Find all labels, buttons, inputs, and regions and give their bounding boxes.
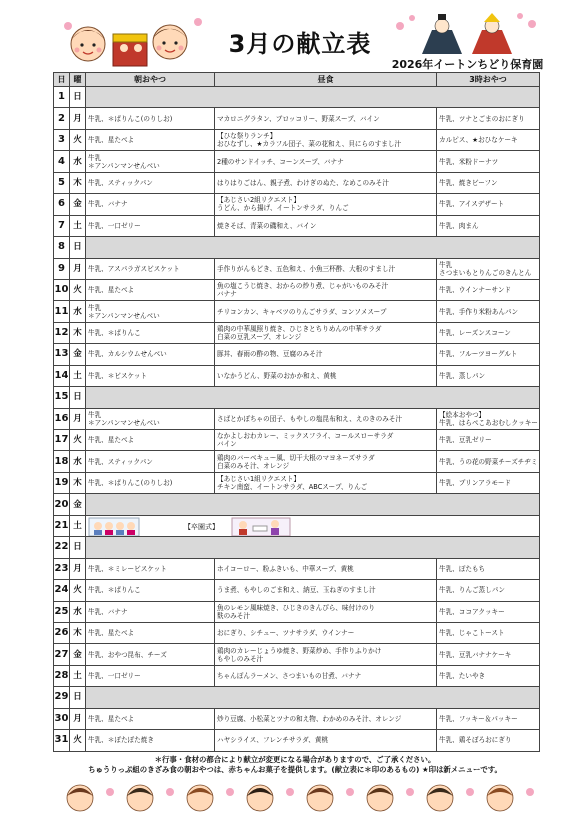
- morning-snack-cell-line: 牛乳、カルシウムせんべい: [88, 350, 167, 359]
- afternoon-snack-cell: [437, 472, 540, 493]
- weekday-label: 木: [70, 172, 86, 193]
- day-number: 11: [54, 301, 70, 322]
- weekday-label: 月: [70, 258, 86, 279]
- weekday-label: 日: [70, 537, 86, 558]
- morning-snack-cell-line: 牛乳、＊ミレービスケット: [88, 564, 167, 573]
- afternoon-snack-cell: [437, 451, 540, 472]
- morning-snack-cell: [86, 558, 215, 579]
- afternoon-snack-cell: [437, 279, 540, 300]
- afternoon-snack-cell-line: 牛乳、ツナとごまのおにぎり: [439, 114, 525, 123]
- morning-snack-cell-line: 牛乳、おやつ昆布、チーズ: [88, 650, 167, 659]
- table-header-row: [54, 73, 540, 87]
- morning-snack-cell: [86, 172, 215, 193]
- lunch-cell: [215, 708, 437, 729]
- day-number: 8: [54, 237, 70, 258]
- lunch-cell-line: 白菜のみそ汁、オレンジ: [217, 461, 290, 470]
- morning-snack-cell-line: 牛乳、＊ぼたぼた焼き: [88, 736, 154, 745]
- afternoon-snack-cell-line: 牛乳、蒸しパン: [439, 371, 486, 380]
- table-row: [54, 472, 540, 493]
- day-number: 29: [54, 687, 70, 708]
- lunch-cell-line: いなかうどん、野菜のおかか和え、黄桃: [217, 371, 337, 380]
- lunch-cell-line: なかよしおわカレー、ミックスフライ、コールスローサラダ: [217, 432, 394, 441]
- weekday-label: 火: [70, 580, 86, 601]
- afternoon-snack-cell: [437, 430, 540, 451]
- lunch-cell-line: 鶏肉の中華風照り焼き、ひじきとちりめんの中華サラダ: [217, 325, 382, 334]
- holiday-cell: [86, 237, 540, 258]
- morning-snack-cell: [86, 730, 215, 751]
- afternoon-snack-cell-line: 牛乳、フッキー＆パッキー: [439, 714, 518, 723]
- day-number: 16: [54, 408, 70, 429]
- afternoon-snack-cell-line: 牛乳、アイスデザート: [439, 200, 505, 209]
- lunch-cell-line: おにぎり、シチュー、ツナサラダ、ウインナー: [217, 629, 355, 638]
- lunch-cell: [215, 408, 437, 429]
- weekday-label: 水: [70, 451, 86, 472]
- lunch-cell-line: 【あじさい1組リクエスト】: [217, 475, 301, 484]
- table-row: [54, 665, 540, 686]
- lunch-cell: [215, 301, 437, 322]
- children-faces-illustration: [60, 778, 540, 814]
- afternoon-snack-cell: [437, 172, 540, 193]
- afternoon-snack-cell: [437, 622, 540, 643]
- morning-snack-cell-line: 牛乳、スティックパン: [88, 457, 153, 466]
- afternoon-snack-cell: [437, 151, 540, 172]
- morning-snack-cell: [86, 215, 215, 236]
- table-row: [54, 408, 540, 429]
- weekday-label: 日: [70, 687, 86, 708]
- lunch-cell: [215, 665, 437, 686]
- page-title: 3月の献立表: [228, 30, 372, 58]
- day-number: 19: [54, 472, 70, 493]
- lunch-cell-line: バイン: [217, 440, 237, 449]
- morning-snack-cell-line: 牛乳、＊ぱりんこ(のりしお): [88, 114, 173, 123]
- morning-snack-cell-line: 牛乳、＊ぱりんこ: [88, 586, 141, 595]
- holiday-cell: [86, 687, 540, 708]
- weekday-label: 木: [70, 322, 86, 343]
- morning-snack-cell: [86, 430, 215, 451]
- lunch-cell: [215, 108, 437, 129]
- afternoon-snack-cell: [437, 108, 540, 129]
- afternoon-snack-cell: [437, 322, 540, 343]
- morning-snack-cell-line: 牛乳、バナナ: [88, 607, 128, 616]
- morning-snack-cell: [86, 408, 215, 429]
- holiday-cell: [86, 387, 540, 408]
- afternoon-snack-cell-line: 牛乳、プリンアラモード: [439, 479, 512, 488]
- menu-body: [54, 87, 540, 752]
- day-number: 20: [54, 494, 70, 515]
- day-number: 22: [54, 537, 70, 558]
- flower-icon: [226, 788, 234, 796]
- weekday-label: 金: [70, 344, 86, 365]
- header-morning-snack: 朝おやつ: [86, 73, 215, 87]
- afternoon-snack-cell: [437, 580, 540, 601]
- hinamatsuri-children-illustration: [58, 14, 208, 70]
- weekday-label: 火: [70, 730, 86, 751]
- day-number: 2: [54, 108, 70, 129]
- day-number: 23: [54, 558, 70, 579]
- morning-snack-cell: [86, 151, 215, 172]
- table-row: [54, 580, 540, 601]
- table-row: [54, 601, 540, 622]
- lunch-cell-line: 豚丼、春雨の酢の物、豆腐のみそ汁: [217, 350, 323, 359]
- morning-snack-cell: [86, 279, 215, 300]
- header-weekday: 曜: [70, 73, 86, 87]
- morning-snack-cell-line: 牛乳、バナナ: [88, 200, 128, 209]
- holiday-cell: [86, 537, 540, 558]
- weekday-label: 日: [70, 237, 86, 258]
- lunch-cell-line: うま煮、もやしのごま和え、納豆、玉ねぎのすまし汁: [217, 586, 376, 595]
- day-number: 13: [54, 344, 70, 365]
- weekday-label: 日: [70, 87, 86, 108]
- morning-snack-cell: [86, 601, 215, 622]
- morning-snack-cell-line: 牛乳: [88, 410, 102, 419]
- lunch-cell-line: はりはりごはん、親子煮、わけぎのぬた、なめこのみそ汁: [217, 178, 389, 187]
- morning-snack-cell-line: 牛乳、星たべよ: [88, 629, 135, 638]
- lunch-cell-line: おひなずし、★カラフル団子、菜の花和え、貝にらのすまし汁: [217, 140, 402, 149]
- flower-icon: [466, 788, 474, 796]
- afternoon-snack-cell-line: 牛乳、豆乳ゼリー: [439, 436, 492, 445]
- weekday-label: 金: [70, 194, 86, 215]
- morning-snack-cell: [86, 322, 215, 343]
- lunch-cell: [215, 129, 437, 150]
- holiday-cell: [86, 87, 540, 108]
- lunch-cell-line: 炒り豆腐、小松菜とツナの和え物、わかめのみそ汁、オレンジ: [217, 714, 402, 723]
- table-row: [54, 687, 540, 708]
- day-number: 21: [54, 515, 70, 536]
- morning-snack-cell-line: 牛乳: [88, 303, 102, 312]
- lunch-cell: [215, 558, 437, 579]
- lunch-cell-line: バナナ: [217, 290, 237, 299]
- lunch-cell: [215, 730, 437, 751]
- table-row: [54, 237, 540, 258]
- weekday-label: 月: [70, 408, 86, 429]
- morning-snack-cell-line: ＊アンパンマンせんべい: [88, 311, 160, 320]
- weekday-label: 土: [70, 215, 86, 236]
- afternoon-snack-cell: [437, 408, 540, 429]
- flower-icon: [526, 788, 534, 796]
- weekday-label: 土: [70, 365, 86, 386]
- morning-snack-cell: [86, 472, 215, 493]
- weekday-label: 月: [70, 558, 86, 579]
- morning-snack-cell: [86, 108, 215, 129]
- morning-snack-cell: [86, 129, 215, 150]
- lunch-cell: [215, 430, 437, 451]
- day-number: 7: [54, 215, 70, 236]
- afternoon-snack-cell-line: 牛乳、はらぺこあおむしクッキー: [439, 418, 538, 427]
- weekday-label: 木: [70, 622, 86, 643]
- lunch-cell-line: うどん、から揚げ、イートンサラダ、りんご: [217, 204, 349, 213]
- lunch-cell-line: 2種のサンドイッチ、コーンスープ、バナナ: [217, 157, 344, 166]
- afternoon-snack-cell: [437, 601, 540, 622]
- afternoon-snack-cell-line: 牛乳、レーズンスコーン: [439, 329, 511, 338]
- lunch-cell-line: 鶏肉のカレーじょうゆ焼き、野菜炒め、手作りふりかけ: [217, 646, 382, 655]
- weekday-label: 木: [70, 472, 86, 493]
- header-lunch: 昼食: [215, 73, 437, 87]
- morning-snack-cell: [86, 451, 215, 472]
- weekday-label: 日: [70, 387, 86, 408]
- morning-snack-cell-line: 牛乳、星たべよ: [88, 136, 135, 145]
- afternoon-snack-cell: [437, 258, 540, 279]
- afternoon-snack-cell-line: 牛乳: [439, 260, 453, 269]
- morning-snack-cell: [86, 344, 215, 365]
- lunch-cell: [215, 580, 437, 601]
- afternoon-snack-cell-line: 牛乳、ウインナーサンド: [439, 286, 512, 295]
- weekday-label: 金: [70, 644, 86, 665]
- morning-snack-cell-line: 牛乳、星たべよ: [88, 286, 135, 295]
- afternoon-snack-cell: [437, 365, 540, 386]
- lunch-cell: [215, 365, 437, 386]
- table-row: [54, 108, 540, 129]
- morning-snack-cell-line: 牛乳、スティックパン: [88, 178, 153, 187]
- footer-note-1: ＊行事・食材の都合により献立が変更になる場合がありますので、ご了承ください。: [154, 755, 436, 764]
- morning-snack-cell: [86, 644, 215, 665]
- weekday-label: 金: [70, 494, 86, 515]
- lunch-cell-line: 【あじさい2組リクエスト】: [217, 196, 301, 205]
- afternoon-snack-cell-line: 牛乳、うの花の野菜チーズチヂミ: [439, 457, 538, 466]
- weekday-label: 月: [70, 108, 86, 129]
- table-row: [54, 622, 540, 643]
- morning-snack-cell-line: 牛乳、一口ゼリー: [88, 221, 141, 230]
- footer-note-2: ちゅうりっぷ組のきざみ食の朝おやつは、赤ちゃんお菓子を提供します。(献立表に＊印のあるもの) ★印は新メニューです。: [88, 765, 502, 774]
- graduation-children-illustration: [88, 517, 140, 537]
- event-label: 【卒園式】: [184, 522, 219, 531]
- day-number: 4: [54, 151, 70, 172]
- afternoon-snack-cell: [437, 301, 540, 322]
- morning-snack-cell-line: ＊アンパンマンせんべい: [88, 418, 160, 427]
- day-number: 24: [54, 580, 70, 601]
- day-number: 1: [54, 87, 70, 108]
- afternoon-snack-cell-line: カルピス、★おひなケーキ: [439, 136, 518, 145]
- table-row: [54, 730, 540, 751]
- weekday-label: 土: [70, 665, 86, 686]
- afternoon-snack-cell-line: 牛乳、じゃこトースト: [439, 629, 505, 638]
- day-number: 18: [54, 451, 70, 472]
- lunch-cell-line: 手作りがんもどき、五色和え、小魚三杯酢、大根のすまし汁: [217, 264, 396, 273]
- graduation-event-cell: [86, 515, 540, 536]
- afternoon-snack-cell-line: 牛乳、ココアクッキー: [439, 607, 505, 616]
- afternoon-snack-cell-line: さつまいもとりんごのきんとん: [439, 268, 532, 277]
- lunch-cell-line: ハヤシライス、フレンチサラダ、黄桃: [217, 736, 329, 745]
- lunch-cell: [215, 172, 437, 193]
- table-row: [54, 494, 540, 515]
- day-number: 25: [54, 601, 70, 622]
- afternoon-snack-cell-line: 牛乳、ぽたもち: [439, 564, 486, 573]
- lunch-cell: [215, 472, 437, 493]
- morning-snack-cell-line: 牛乳: [88, 153, 102, 162]
- table-row: [54, 430, 540, 451]
- morning-snack-cell: [86, 301, 215, 322]
- afternoon-snack-cell: [437, 194, 540, 215]
- table-row: [54, 279, 540, 300]
- weekday-label: 水: [70, 151, 86, 172]
- morning-snack-cell-line: ＊アンパンマンせんべい: [88, 161, 160, 170]
- lunch-cell-line: 【ひな祭りランチ】: [217, 132, 277, 141]
- day-number: 3: [54, 129, 70, 150]
- morning-snack-cell: [86, 708, 215, 729]
- weekday-label: 火: [70, 129, 86, 150]
- flower-icon: [106, 788, 114, 796]
- day-number: 12: [54, 322, 70, 343]
- table-row: [54, 322, 540, 343]
- day-number: 15: [54, 387, 70, 408]
- table-row: [54, 129, 540, 150]
- lunch-cell-line: もやしのみそ汁: [217, 654, 264, 663]
- lunch-cell-line: 魚のレモン風味焼き、ひじきのきんぴら、味付けのり: [217, 603, 375, 612]
- weekday-label: 火: [70, 279, 86, 300]
- day-number: 14: [54, 365, 70, 386]
- header-afternoon-snack: 3時おやつ: [437, 73, 540, 87]
- afternoon-snack-cell-line: 牛乳、鶏そぼろおにぎり: [439, 736, 512, 745]
- morning-snack-cell-line: 牛乳、＊ぱりんこ(のりしお): [88, 479, 173, 488]
- flower-icon: [406, 788, 414, 796]
- day-number: 28: [54, 665, 70, 686]
- weekday-label: 火: [70, 430, 86, 451]
- morning-snack-cell: [86, 194, 215, 215]
- day-number: 27: [54, 644, 70, 665]
- lunch-cell-line: マカロニグラタン、ブロッコリー、野菜スープ、バイン: [217, 114, 380, 123]
- morning-snack-cell: [86, 365, 215, 386]
- lunch-cell-line: ちゃんぽんラーメン、さつまいもの甘煮、バナナ: [217, 672, 362, 681]
- table-row: [54, 365, 540, 386]
- afternoon-snack-cell-line: 牛乳、手作り米粉あんパン: [439, 307, 519, 316]
- afternoon-snack-cell-line: 牛乳、たいやき: [439, 672, 486, 681]
- holiday-cell: [86, 494, 540, 515]
- table-row: [54, 258, 540, 279]
- day-number: 30: [54, 708, 70, 729]
- afternoon-snack-cell: [437, 665, 540, 686]
- lunch-cell-line: 麩のみそ汁: [217, 611, 250, 620]
- table-row: [54, 151, 540, 172]
- lunch-cell: [215, 622, 437, 643]
- afternoon-snack-cell: [437, 730, 540, 751]
- lunch-cell: [215, 644, 437, 665]
- table-row: [54, 344, 540, 365]
- lunch-cell: [215, 601, 437, 622]
- afternoon-snack-cell: [437, 644, 540, 665]
- menu-table: [53, 72, 540, 752]
- table-row: [54, 644, 540, 665]
- page-header: [0, 0, 587, 72]
- table-row: [54, 301, 540, 322]
- morning-snack-cell: [86, 622, 215, 643]
- flower-icon: [166, 788, 174, 796]
- day-number: 10: [54, 279, 70, 300]
- lunch-cell-line: 焼きそば、青菜の磯和え、バイン: [217, 221, 317, 230]
- afternoon-snack-cell: [437, 129, 540, 150]
- morning-snack-cell-line: 牛乳、＊ビスケット: [88, 371, 148, 380]
- afternoon-snack-cell: [437, 708, 540, 729]
- afternoon-snack-cell: [437, 344, 540, 365]
- table-row: [54, 172, 540, 193]
- day-number: 26: [54, 622, 70, 643]
- morning-snack-cell-line: 牛乳、星たべよ: [88, 714, 135, 723]
- diploma-ceremony-illustration: [231, 517, 291, 537]
- table-row: [54, 537, 540, 558]
- morning-snack-cell: [86, 258, 215, 279]
- afternoon-snack-cell-line: 牛乳、りんご蒸しパン: [439, 586, 505, 595]
- table-row: [54, 558, 540, 579]
- lunch-cell: [215, 151, 437, 172]
- lunch-cell: [215, 258, 437, 279]
- weekday-label: 月: [70, 708, 86, 729]
- flower-icon: [286, 788, 294, 796]
- afternoon-snack-cell-line: 牛乳、豆乳バナナケーキ: [439, 650, 512, 659]
- footer-notes: [40, 755, 550, 775]
- lunch-cell: [215, 451, 437, 472]
- afternoon-snack-cell-line: 【絵本おやつ】: [439, 410, 486, 419]
- day-number: 6: [54, 194, 70, 215]
- day-number: 31: [54, 730, 70, 751]
- table-row: [54, 515, 540, 536]
- header-day: 日: [54, 73, 70, 87]
- morning-snack-cell-line: 牛乳、＊ぱりんこ: [88, 329, 141, 338]
- table-row: [54, 451, 540, 472]
- school-name: 2026年イートンちどり保育園: [391, 58, 544, 71]
- lunch-cell-line: さばとかぼちゃの団子、もやしの塩昆布和え、えのきのみそ汁: [217, 414, 403, 423]
- lunch-cell: [215, 279, 437, 300]
- day-number: 17: [54, 430, 70, 451]
- flower-icon: [346, 788, 354, 796]
- morning-snack-cell: [86, 580, 215, 601]
- lunch-cell: [215, 344, 437, 365]
- weekday-label: 水: [70, 301, 86, 322]
- table-row: [54, 215, 540, 236]
- lunch-cell-line: チキン南蛮、イートンサラダ、ABCスープ、りんご: [217, 483, 368, 492]
- weekday-label: 土: [70, 515, 86, 536]
- lunch-cell: [215, 322, 437, 343]
- weekday-label: 水: [70, 601, 86, 622]
- table-row: [54, 708, 540, 729]
- lunch-cell-line: 魚の塩こうじ焼き、おからの炒り煮、じゃがいものみそ汁: [217, 282, 389, 291]
- afternoon-snack-cell-line: 牛乳、焼きビーフン: [439, 178, 498, 187]
- table-row: [54, 387, 540, 408]
- day-number: 5: [54, 172, 70, 193]
- table-row: [54, 87, 540, 108]
- morning-snack-cell-line: 牛乳、星たべよ: [88, 436, 135, 445]
- lunch-cell-line: チリコンカン、キャベツのりんごサラダ、コンソメスープ: [217, 307, 387, 316]
- afternoon-snack-cell-line: 牛乳、肉まん: [439, 221, 479, 230]
- morning-snack-cell-line: 牛乳、アスパラガスビスケット: [88, 264, 180, 273]
- lunch-cell: [215, 215, 437, 236]
- lunch-cell-line: 鶏肉のバーベキュー風、切干大根のマヨネーズサラダ: [217, 453, 375, 462]
- afternoon-snack-cell: [437, 558, 540, 579]
- afternoon-snack-cell-line: 牛乳、フルーツヨーグルト: [439, 350, 518, 359]
- table-row: [54, 194, 540, 215]
- lunch-cell: [215, 194, 437, 215]
- lunch-cell-line: 白菜の豆乳スープ、オレンジ: [217, 333, 302, 342]
- morning-snack-cell-line: 牛乳、一口ゼリー: [88, 672, 141, 681]
- afternoon-snack-cell: [437, 215, 540, 236]
- day-number: 9: [54, 258, 70, 279]
- morning-snack-cell: [86, 665, 215, 686]
- lunch-cell-line: ホイコーロー、粉ふきいも、中華スープ、黄桃: [217, 564, 354, 573]
- afternoon-snack-cell-line: 牛乳、米粉ドーナツ: [439, 157, 499, 166]
- hina-dolls-illustration: [392, 10, 542, 60]
